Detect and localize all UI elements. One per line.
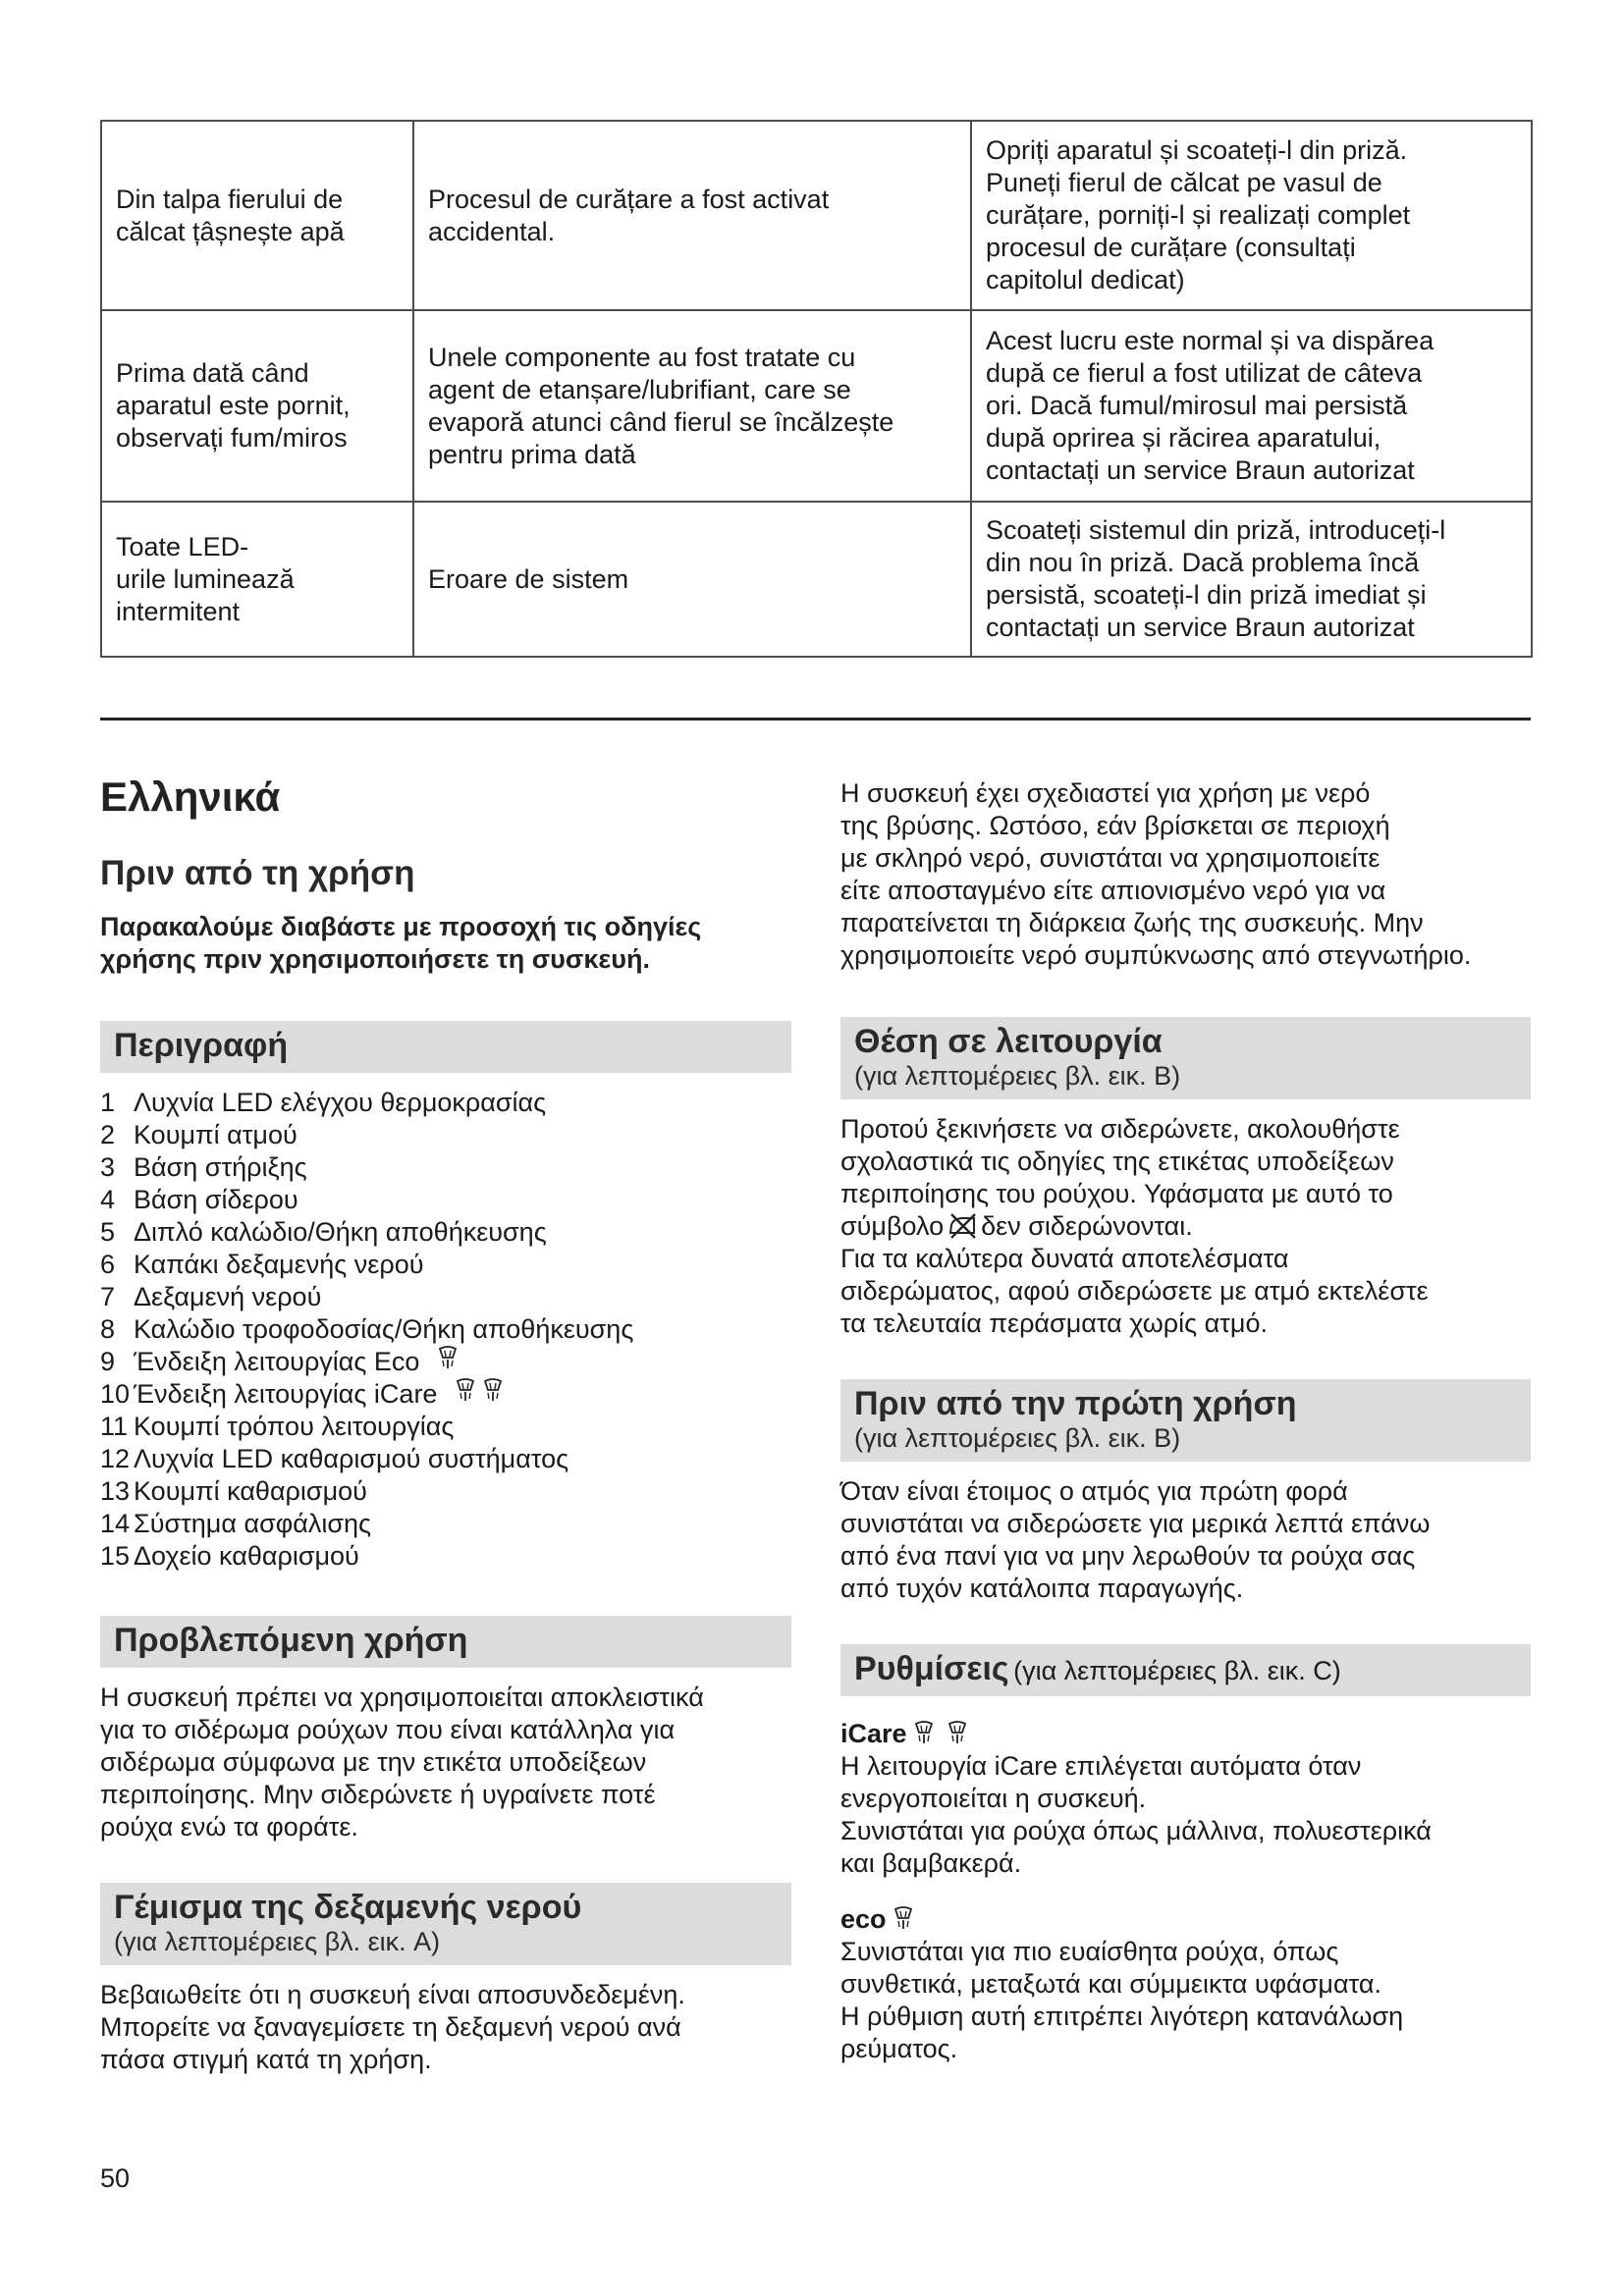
intended-use-text: Η συσκευή πρέπει να χρησιμοποιείται αποκλειστικά για το σιδέρωμα ρούχων που είναι κατάλληλα για σιδέρωμα σύμφωνα με την ετικέτα υποδείξεων περιποίησης. Μην σιδερώνετε ή υγραίνετε ποτέ ρούχα ενώ τα φοράτε. <box>100 1682 704 1842</box>
settings-title: Ρυθμίσεις <box>854 1650 1009 1687</box>
list-item <box>100 1411 787 1443</box>
list-item <box>100 1184 787 1216</box>
eco-steam-icon <box>893 1906 914 1930</box>
icare-label-text: iCare <box>840 1719 907 1748</box>
eco-label <box>840 1903 1531 1936</box>
icare-steam-icon <box>947 1721 968 1744</box>
item-number: 9 <box>100 1347 116 1376</box>
right-column <box>840 777 1531 2065</box>
item-text: Καλώδιο τροφοδοσίας/Θήκη αποθήκευσης <box>134 1314 634 1344</box>
item-text: Λυχνία LED καθαρισμού συστήματος <box>134 1444 569 1473</box>
first-use-heading <box>840 1379 1531 1462</box>
list-item <box>100 1087 787 1119</box>
list-item <box>100 1281 787 1313</box>
list-item <box>100 1475 787 1508</box>
operation-text-b: δεν σιδερώνονται. <box>981 1211 1193 1241</box>
item-number: 7 <box>100 1282 116 1311</box>
cause-cell: Procesul de curățare a fost activat accidental. <box>413 121 971 310</box>
solution-cell: Scoateți sistemul din priză, introduceți-l din nou în priză. Dacă problema încă persistă, scoateți-l din priză imediat și contactați un service Braun autorizat <box>971 502 1532 657</box>
solution-cell: Opriți aparatul și scoateți-l din priză. Puneți fierul de călcat pe vasul de curățare, porniți-l și realizați complet procesul de curățare (consultați capitolul dedicat) <box>971 121 1532 310</box>
list-item <box>100 1346 787 1378</box>
language-title: Ελληνικά <box>100 774 281 820</box>
item-number: 15 <box>100 1541 131 1571</box>
first-use-subtitle: (για λεπτομέρειες βλ. εικ. B) <box>854 1423 1181 1453</box>
item-number: 8 <box>100 1314 116 1344</box>
solution-cell: Acest lucru este normal și va dispărea după ce fierul a fost utilizat de câteva ori. Dacă fumul/mirosul mai persistă după oprirea și răcirea aparatului, contactați un service Braun autorizat <box>971 310 1532 502</box>
item-text: Κουμπί καθαρισμού <box>134 1476 367 1506</box>
item-text: Σύστημα ασφάλισης <box>134 1509 372 1538</box>
table-row <box>101 502 1532 657</box>
intended-use-title: Προβλεπόμενη χρήση <box>114 1622 468 1659</box>
no-iron-icon <box>947 1213 977 1239</box>
problem-cell: Prima dată când aparatul este pornit, observați fum/miros <box>101 310 413 502</box>
item-number: 12 <box>100 1444 131 1473</box>
troubleshooting-table <box>100 120 1533 658</box>
intended-use-heading <box>100 1616 791 1668</box>
item-text: Δεξαμενή νερού <box>134 1282 322 1311</box>
settings-subtitle: (για λεπτομέρειες βλ. εικ. C) <box>1013 1656 1341 1685</box>
filling-text: Βεβαιωθείτε ότι η συσκευή είναι αποσυνδεδεμένη. Μπορείτε να ξαναγεμίσετε τη δεξαμενή νερού ανά πάσα στιγμή κατά τη χρήση. <box>100 1980 685 2074</box>
description-title: Περιγραφή <box>114 1027 289 1064</box>
list-item <box>100 1249 787 1281</box>
item-text: Λυχνία LED ελέγχου θερμοκρασίας <box>134 1088 547 1117</box>
filling-heading <box>100 1883 791 1965</box>
parts-list <box>100 1087 787 1573</box>
list-item <box>100 1508 787 1540</box>
item-text: Κουμπί ατμού <box>134 1120 298 1149</box>
list-item <box>100 1151 787 1184</box>
item-text: Διπλό καλώδιο/Θήκη αποθήκευσης <box>134 1217 547 1247</box>
cause-cell: Eroare de sistem <box>413 502 971 657</box>
cause-cell: Unele componente au fost tratate cu agent de etanșare/lubrifiant, care se evaporă atunci când fierul se încălzește pentru prima dată <box>413 310 971 502</box>
filling-title: Γέμισμα της δεξαμενής νερού <box>114 1889 582 1926</box>
icare-steam-icon <box>455 1378 476 1402</box>
problem-cell: Toate LED- urile luminează intermitent <box>101 502 413 657</box>
item-text: Κουμπί τρόπου λειτουργίας <box>134 1412 455 1441</box>
item-number: 3 <box>100 1152 116 1182</box>
item-number: 11 <box>100 1412 129 1441</box>
section-divider <box>100 718 1531 721</box>
icare-steam-icon <box>482 1378 504 1402</box>
icare-text: Η λειτουργία iCare επιλέγεται αυτόματα όταν ενεργοποιείται η συσκευή. Συνιστάται για ρούχα όπως μάλλινα, πολυεστερικά και βαμβακερά. <box>840 1751 1432 1878</box>
item-number: 1 <box>100 1088 116 1117</box>
item-text: Καπάκι δεξαμενής νερού <box>134 1250 424 1279</box>
first-use-text: Όταν είναι έτοιμος ο ατμός για πρώτη φορά συνιστάται να σιδερώσετε για μερικά λεπτά επάνω από ένα πανί για να μην λερωθούν τα ρούχα σας από τυχόν κατάλοιπα παραγωγής. <box>840 1476 1431 1603</box>
operation-text-c: Για τα καλύτερα δυνατά αποτελέσματα σιδερώματος, αφού σιδερώσετε με ατμό εκτελέστε τα τελευταία περάσματα χωρίς ατμό. <box>840 1244 1429 1338</box>
item-number: 13 <box>100 1476 131 1506</box>
item-number: 5 <box>100 1217 116 1247</box>
eco-label-text: eco <box>840 1904 887 1934</box>
settings-heading <box>840 1644 1531 1696</box>
list-item <box>100 1313 787 1346</box>
item-text: Βάση σίδερου <box>134 1185 298 1214</box>
filling-subtitle: (για λεπτομέρειες βλ. εικ. A) <box>114 1927 441 1956</box>
icare-steam-icon <box>913 1721 935 1744</box>
list-item <box>100 1378 787 1411</box>
list-item <box>100 1443 787 1475</box>
list-item <box>100 1119 787 1151</box>
safety-notice: Παρακαλούμε διαβάστε με προσοχή τις οδηγίες χρήσης πριν χρησιμοποιήσετε τη συσκευή. <box>100 912 702 974</box>
item-number: 6 <box>100 1250 116 1279</box>
item-number: 14 <box>100 1509 131 1538</box>
item-text: Ένδειξη λειτουργίας iCare <box>134 1379 438 1409</box>
operation-heading <box>840 1017 1531 1099</box>
list-item <box>100 1216 787 1249</box>
water-note: Η συσκευή έχει σχεδιαστεί για χρήση με νερό της βρύσης. Ωστόσο, εάν βρίσκεται σε περιοχή με σκληρό νερό, συνιστάται να χρησιμοποιείτε είτε αποσταγμένο είτε απιονισμένο νερό για να παρατείνεται τη διάρκεια ζωής της συσκευής. Μην χρησιμοποιείτε νερό συμπύκνωσης από στεγνωτήριο. <box>840 778 1472 970</box>
item-number: 4 <box>100 1185 116 1214</box>
first-use-title: Πριν από την πρώτη χρήση <box>854 1385 1297 1422</box>
operation-text <box>840 1113 1531 1340</box>
operation-subtitle: (για λεπτομέρειες βλ. εικ. B) <box>854 1061 1181 1091</box>
item-text: Δοχείο καθαρισμού <box>134 1541 359 1571</box>
item-text: Ένδειξη λειτουργίας Eco <box>134 1347 420 1376</box>
icare-label <box>840 1718 1531 1750</box>
left-column <box>100 758 787 2076</box>
eco-steam-icon <box>437 1346 459 1369</box>
problem-cell: Din talpa fierului de călcat țâșnește apă <box>101 121 413 310</box>
description-heading <box>100 1021 791 1073</box>
list-item <box>100 1540 787 1573</box>
item-number: 10 <box>100 1379 131 1409</box>
table-row <box>101 121 1532 310</box>
eco-text: Συνιστάται για πιο ευαίσθητα ρούχα, όπως συνθετικά, μεταξωτά και σύμμεικτα υφάσματα. Η ρύθμιση αυτή επιτρέπει λιγότερη κατανάλωση ρεύματος. <box>840 1937 1404 2063</box>
before-use-heading: Πριν από τη χρήση <box>100 854 415 892</box>
item-text: Βάση στήριξης <box>134 1152 307 1182</box>
table-row <box>101 310 1532 502</box>
item-number: 2 <box>100 1120 116 1149</box>
operation-text-a: Προτού ξεκινήσετε να σιδερώνετε, ακολουθήστε σχολαστικά τις οδηγίες της ετικέτας υποδείξεων περιποίησης του ρούχου. Υφάσματα με αυτό το σύμβολο <box>840 1114 1400 1241</box>
page-number: 50 <box>100 2163 131 2193</box>
operation-title: Θέση σε λειτουργία <box>854 1023 1163 1060</box>
